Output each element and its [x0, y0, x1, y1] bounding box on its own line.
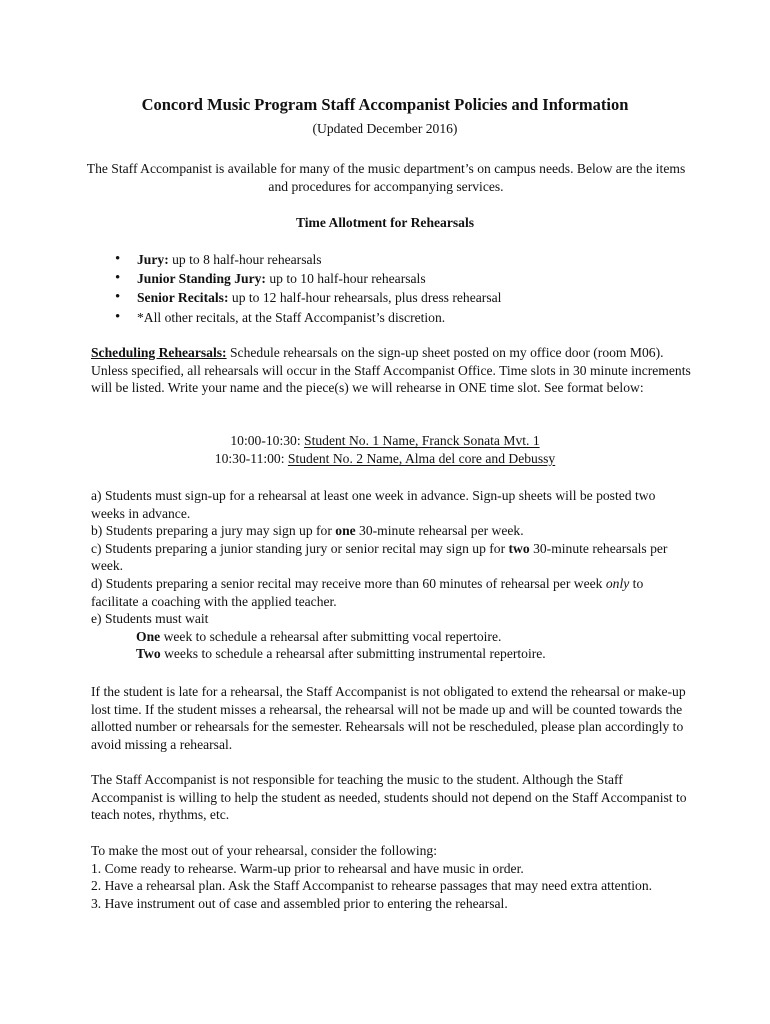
rehearsal-tips	[91, 842, 691, 912]
list-item	[115, 269, 501, 288]
list-item: 2. Have a rehearsal plan. Ask the Staff Accompanist to rehearse passages that may need extra attention.	[91, 878, 653, 894]
rule-e-one: One week to schedule a rehearsal after submitting vocal repertoire.	[136, 628, 502, 644]
list-item	[115, 308, 501, 327]
page-subtitle: (Updated December 2016)	[312, 121, 458, 136]
allotment-text: up to 8 half-hour rehearsals	[168, 252, 322, 267]
rules-list	[91, 487, 691, 663]
allotment-label: Senior Recitals:	[137, 290, 229, 306]
page-title: Concord Music Program Staff Accompanist Policies and Information	[141, 95, 629, 114]
list-item: 3. Have instrument out of case and assembled prior to entering the rehearsal.	[91, 895, 508, 911]
time-allotment-heading: Time Allotment for Rehearsals	[295, 215, 475, 230]
example-line	[0, 450, 770, 468]
allotment-text: *All other recitals, at the Staff Accompanist’s discretion.	[137, 309, 446, 325]
allotment-text: up to 10 half-hour rehearsals	[265, 271, 426, 287]
rule-d: d) Students preparing a senior recital may receive more than 60 minutes of rehearsal per week only to facilitate a coaching with the applied teacher.	[91, 575, 644, 609]
allotment-label: Jury:	[137, 252, 169, 267]
example-time: 10:00-10:30:	[230, 433, 305, 448]
example-line	[0, 432, 770, 450]
teaching-policy-paragraph: The Staff Accompanist is not responsible for teaching the music to the student. Although the Staff Accompanist is willing to help the student as needed, students should not depend on the Staff Accompanist to teach notes, rhythms, etc.	[91, 772, 687, 823]
list-item: 1. Come ready to rehearse. Warm-up prior to rehearsal and have music in order.	[91, 860, 524, 876]
tips-intro: To make the most out of your rehearsal, consider the following:	[91, 843, 437, 858]
scheduling-text: Schedule rehearsals on the sign-up sheet posted on my office door (room M06). Unless specified, all rehearsals will occur in the Staff Accompanist Office. Time slots in 30 minute increments will be listed. Write your name and the piece(s) we will rehearse in ONE time slot. See format below:	[91, 345, 691, 396]
example-entry: Student No. 1 Name, Franck Sonata Mvt. 1	[304, 433, 540, 448]
rule-e-two: Two weeks to schedule a rehearsal after submitting instrumental repertoire.	[136, 646, 546, 662]
rule-e: e) Students must wait	[91, 611, 209, 627]
list-item	[115, 288, 501, 307]
list-item	[115, 250, 501, 269]
late-policy-paragraph: If the student is late for a rehearsal, the Staff Accompanist is not obligated to extend the rehearsal or make-up lost time. If the student misses a rehearsal, the rehearsal will not be made up and will be counted towards the allotted number or rehearsals for the semester. Rehearsals will not be rescheduled, please plan accordingly to avoid missing a rehearsal.	[91, 684, 686, 752]
rule-c: c) Students preparing a junior standing jury or senior recital may sign up for two 30-minute rehearsals per week.	[91, 540, 668, 574]
allotment-label: Junior Standing Jury:	[137, 271, 266, 287]
example-time: 10:30-11:00:	[214, 450, 288, 466]
allotment-text: up to 12 half-hour rehearsals, plus dress rehearsal	[228, 290, 502, 306]
signup-format-example	[0, 432, 770, 467]
rule-a: a) Students must sign-up for a rehearsal at least one week in advance. Sign-up sheets will be posted two weeks in advance.	[91, 488, 656, 521]
rule-b: b) Students preparing a jury may sign up for one 30-minute rehearsal per week.	[91, 523, 524, 539]
scheduling-heading: Scheduling Rehearsals:	[91, 345, 227, 360]
intro-paragraph: The Staff Accompanist is available for many of the music department’s on campus needs. Below are the items and procedures for accompanying services.	[86, 161, 686, 194]
time-allotment-list	[115, 250, 501, 327]
example-entry: Student No. 2 Name, Alma del core and Debussy	[287, 450, 556, 466]
scheduling-paragraph	[91, 344, 691, 397]
